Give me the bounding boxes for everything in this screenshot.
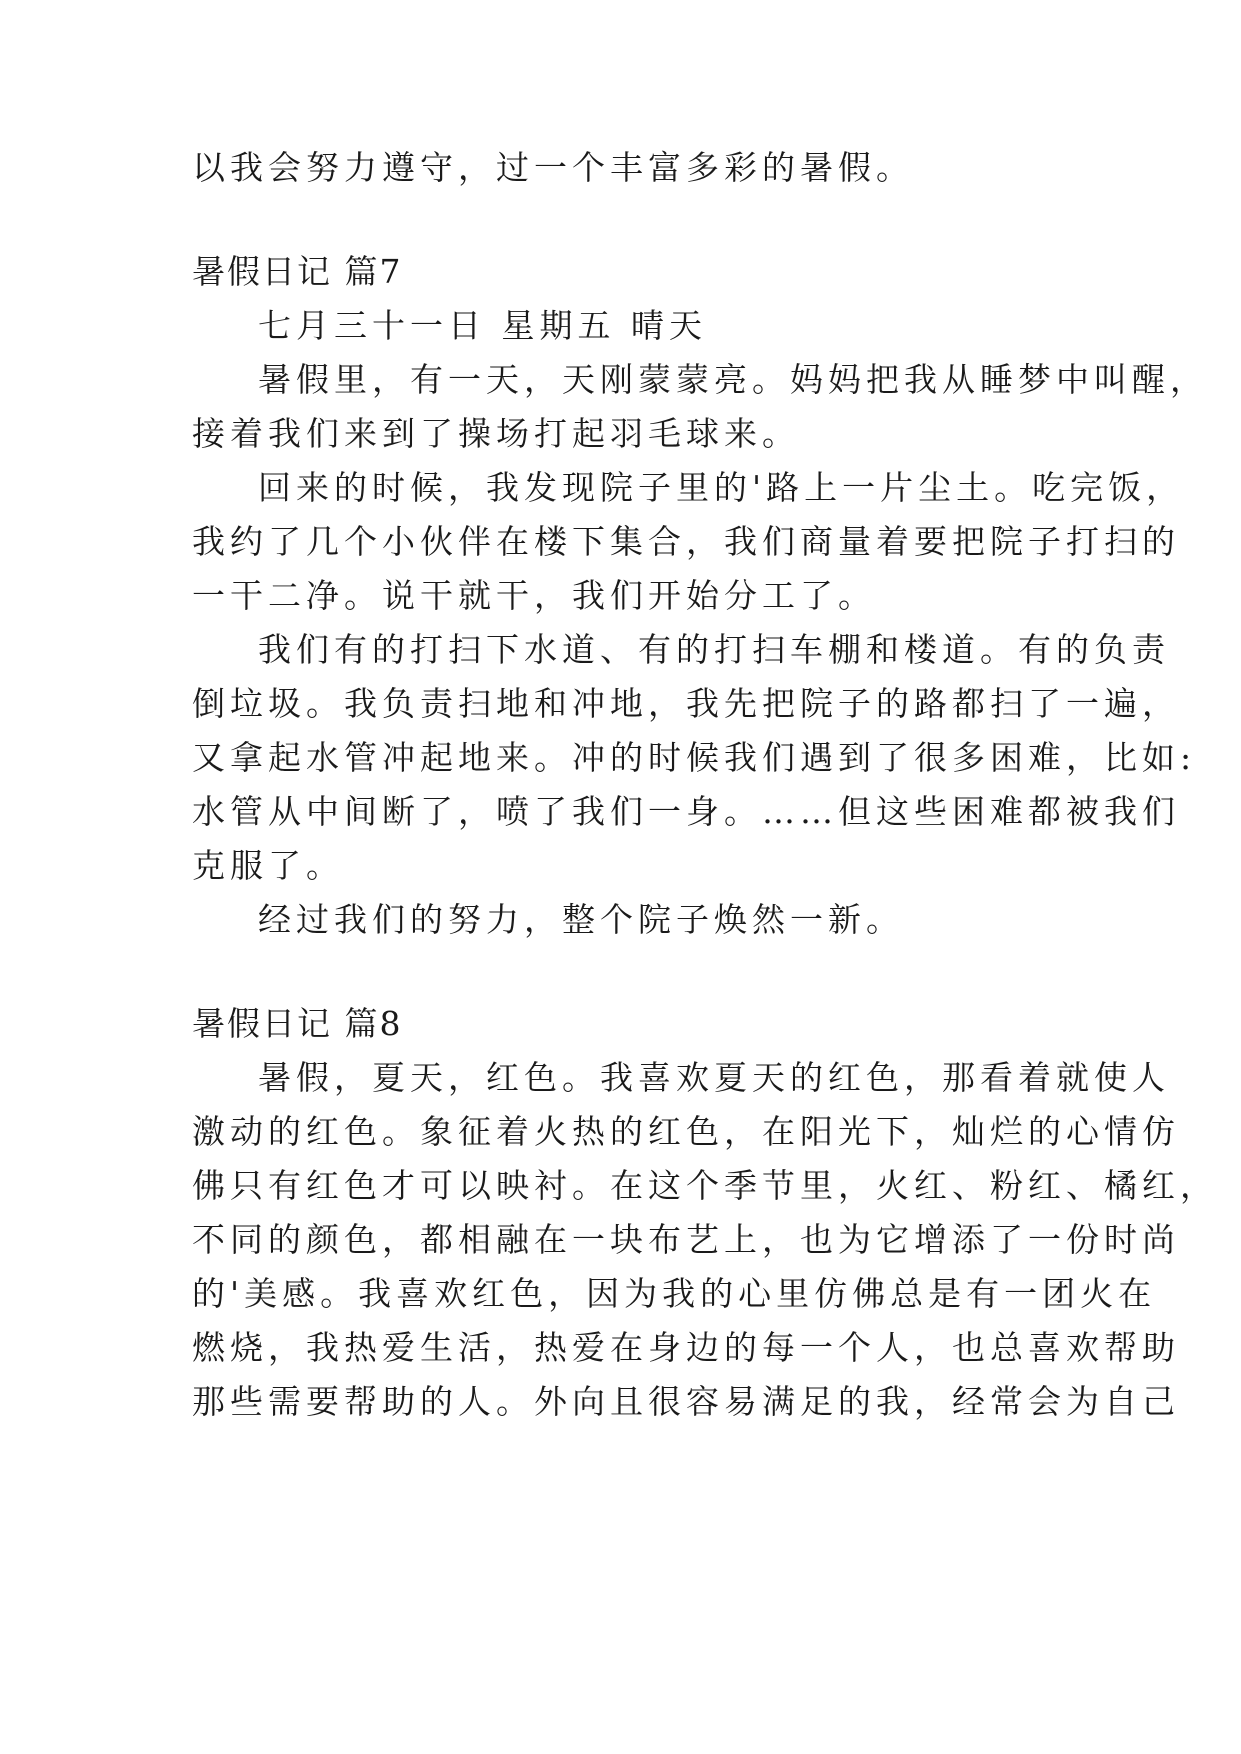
paragraph-line: 那些需要帮助的人。外向且很容易满足的我，经常会为自己 xyxy=(192,1382,1180,1421)
paragraph-line: 燃烧，我热爱生活，热爱在身边的每一个人，也总喜欢帮助 xyxy=(192,1328,1180,1367)
paragraph-line: 以我会努力遵守，过一个丰富多彩的暑假。 xyxy=(192,148,914,187)
section-heading: 暑假日记 篇8 xyxy=(192,1004,403,1043)
section-heading: 暑假日记 篇7 xyxy=(192,252,403,291)
paragraph-line: 回来的时候，我发现院子里的'路上一片尘土。吃完饭， xyxy=(258,468,1185,507)
date-line: 七月三十一日 星期五 晴天 xyxy=(258,306,707,345)
paragraph-line: 佛只有红色才可以映衬。在这个季节里，火红、粉红、橘红， xyxy=(192,1166,1218,1205)
paragraph-line: 一干二净。说干就干，我们开始分工了。 xyxy=(192,576,876,615)
paragraph-line: 我约了几个小伙伴在楼下集合，我们商量着要把院子打扫的 xyxy=(192,522,1180,561)
paragraph-line: 水管从中间断了，喷了我们一身。……但这些困难都被我们 xyxy=(192,792,1180,831)
paragraph-line: 经过我们的努力，整个院子焕然一新。 xyxy=(258,900,904,939)
paragraph-line: 倒垃圾。我负责扫地和冲地，我先把院子的路都扫了一遍， xyxy=(192,684,1180,723)
paragraph-line: 克服了。 xyxy=(192,846,344,885)
paragraph-line: 接着我们来到了操场打起羽毛球来。 xyxy=(192,414,800,453)
paragraph-line: 暑假，夏天，红色。我喜欢夏天的红色，那看着就使人 xyxy=(258,1058,1170,1097)
paragraph-line: 激动的红色。象征着火热的红色，在阳光下，灿烂的心情仿 xyxy=(192,1112,1180,1151)
paragraph-line: 的'美感。我喜欢红色，因为我的心里仿佛总是有一团火在 xyxy=(192,1274,1157,1313)
paragraph-line: 又拿起水管冲起地来。冲的时候我们遇到了很多困难，比如: xyxy=(192,738,1197,777)
paragraph-line: 我们有的打扫下水道、有的打扫车棚和楼道。有的负责 xyxy=(258,630,1170,669)
paragraph-line: 暑假里，有一天，天刚蒙蒙亮。妈妈把我从睡梦中叫醒， xyxy=(258,360,1208,399)
paragraph-line: 不同的颜色，都相融在一块布艺上，也为它增添了一份时尚 xyxy=(192,1220,1180,1259)
